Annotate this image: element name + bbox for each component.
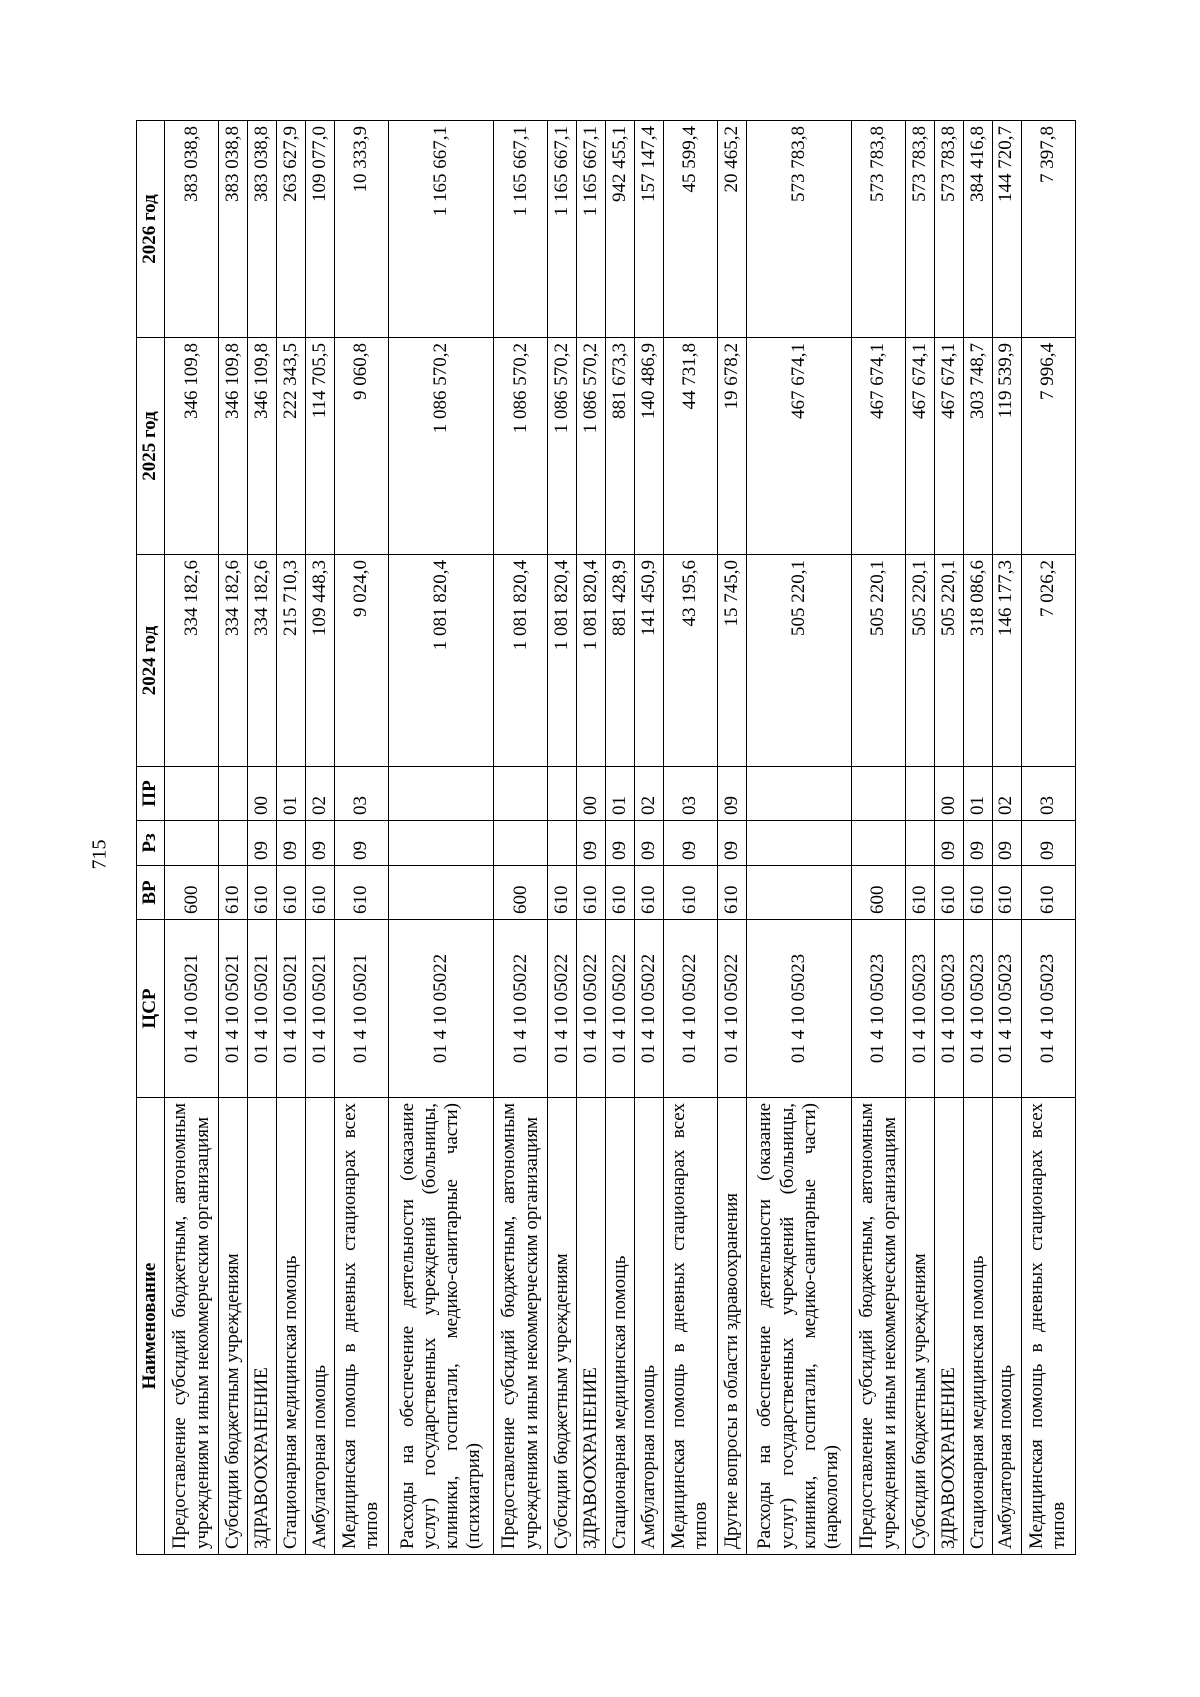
cell-name: ЗДРАВООХРАНЕНИЕ xyxy=(577,1098,606,1555)
cell-y2025: 467 674,1 xyxy=(906,338,935,555)
cell-csr: 01 4 10 05022 xyxy=(663,920,717,1098)
cell-y2026: 10 333,9 xyxy=(334,121,388,338)
cell-name: Предоставление субсидий бюджетным, автономным учреждениям и иным некоммерческим организациям xyxy=(851,1098,905,1555)
cell-y2026: 263 627,9 xyxy=(276,121,305,338)
cell-y2025: 114 705,5 xyxy=(305,338,334,555)
cell-name: Медицинская помощь в дневных стационарах всех типов xyxy=(1021,1098,1075,1555)
cell-name: Стационарная медицинская помощь xyxy=(605,1098,634,1555)
table-row xyxy=(494,121,548,1555)
cell-pr xyxy=(906,767,935,821)
cell-name: Субсидии бюджетным учреждениям xyxy=(219,1098,248,1555)
cell-csr: 01 4 10 05023 xyxy=(963,920,992,1098)
cell-y2025: 1 086 570,2 xyxy=(548,338,577,555)
cell-rz: 09 xyxy=(963,821,992,866)
cell-pr: 00 xyxy=(934,767,963,821)
cell-y2026: 20 465,2 xyxy=(717,121,746,338)
cell-name: Амбулаторная помощь xyxy=(305,1098,334,1555)
cell-y2026: 942 455,1 xyxy=(605,121,634,338)
cell-name: Другие вопросы в области здравоохранения xyxy=(717,1098,746,1555)
cell-pr: 02 xyxy=(992,767,1021,821)
cell-vr: 600 xyxy=(851,866,905,920)
cell-vr: 610 xyxy=(219,866,248,920)
cell-y2026: 383 038,8 xyxy=(219,121,248,338)
cell-pr: 01 xyxy=(276,767,305,821)
cell-csr: 01 4 10 05022 xyxy=(548,920,577,1098)
table-row xyxy=(605,121,634,1555)
budget-table xyxy=(136,120,1076,1555)
table-body xyxy=(165,121,1076,1555)
table-wrapper xyxy=(136,121,1076,1555)
cell-pr xyxy=(851,767,905,821)
cell-y2025: 346 109,8 xyxy=(248,338,277,555)
header-rz: Рз xyxy=(137,821,165,866)
cell-vr: 610 xyxy=(305,866,334,920)
cell-y2025: 1 086 570,2 xyxy=(494,338,548,555)
cell-y2025: 881 673,3 xyxy=(605,338,634,555)
cell-pr: 00 xyxy=(577,767,606,821)
cell-y2026: 1 165 667,1 xyxy=(548,121,577,338)
cell-pr: 02 xyxy=(305,767,334,821)
cell-y2025: 19 678,2 xyxy=(717,338,746,555)
header-name: Наименование xyxy=(137,1098,165,1555)
header-year-2025: 2025 год xyxy=(137,338,165,555)
cell-pr: 02 xyxy=(634,767,663,821)
cell-name: Субсидии бюджетным учреждениям xyxy=(906,1098,935,1555)
cell-y2024: 318 086,6 xyxy=(963,555,992,767)
cell-y2026: 45 599,4 xyxy=(663,121,717,338)
cell-pr: 01 xyxy=(605,767,634,821)
cell-csr: 01 4 10 05022 xyxy=(388,920,493,1098)
cell-rz: 09 xyxy=(605,821,634,866)
cell-pr xyxy=(494,767,548,821)
table-row xyxy=(906,121,935,1555)
cell-y2026: 7 397,8 xyxy=(1021,121,1075,338)
cell-csr: 01 4 10 05023 xyxy=(906,920,935,1098)
cell-vr xyxy=(388,866,493,920)
cell-y2025: 9 060,8 xyxy=(334,338,388,555)
cell-y2024: 109 448,3 xyxy=(305,555,334,767)
cell-pr: 03 xyxy=(663,767,717,821)
header-year-2024: 2024 год xyxy=(137,555,165,767)
page-number: 715 xyxy=(88,839,111,870)
cell-y2024: 505 220,1 xyxy=(934,555,963,767)
cell-rz: 09 xyxy=(634,821,663,866)
cell-name: Предоставление субсидий бюджетным, автономным учреждениям и иным некоммерческим организациям xyxy=(494,1098,548,1555)
cell-csr: 01 4 10 05023 xyxy=(1021,920,1075,1098)
cell-rz xyxy=(388,821,493,866)
table-row xyxy=(165,121,219,1555)
cell-y2026: 1 165 667,1 xyxy=(388,121,493,338)
cell-pr xyxy=(165,767,219,821)
cell-rz xyxy=(746,821,851,866)
cell-y2025: 222 343,5 xyxy=(276,338,305,555)
cell-name: Медицинская помощь в дневных стационарах всех типов xyxy=(663,1098,717,1555)
table-row xyxy=(577,121,606,1555)
cell-csr: 01 4 10 05021 xyxy=(334,920,388,1098)
cell-y2024: 1 081 820,4 xyxy=(388,555,493,767)
cell-csr: 01 4 10 05021 xyxy=(165,920,219,1098)
cell-y2026: 383 038,8 xyxy=(248,121,277,338)
cell-y2024: 881 428,9 xyxy=(605,555,634,767)
cell-vr: 610 xyxy=(992,866,1021,920)
cell-csr: 01 4 10 05021 xyxy=(248,920,277,1098)
cell-csr: 01 4 10 05023 xyxy=(992,920,1021,1098)
cell-y2024: 1 081 820,4 xyxy=(494,555,548,767)
cell-vr: 610 xyxy=(605,866,634,920)
cell-y2026: 157 147,4 xyxy=(634,121,663,338)
cell-name: Амбулаторная помощь xyxy=(634,1098,663,1555)
cell-vr: 610 xyxy=(248,866,277,920)
cell-name: Стационарная медицинская помощь xyxy=(276,1098,305,1555)
cell-y2025: 1 086 570,2 xyxy=(388,338,493,555)
cell-y2024: 505 220,1 xyxy=(906,555,935,767)
cell-rz: 09 xyxy=(992,821,1021,866)
header-year-2026: 2026 год xyxy=(137,121,165,338)
cell-csr: 01 4 10 05022 xyxy=(717,920,746,1098)
cell-vr: 610 xyxy=(717,866,746,920)
cell-name: Субсидии бюджетным учреждениям xyxy=(548,1098,577,1555)
cell-rz: 09 xyxy=(717,821,746,866)
cell-y2025: 1 086 570,2 xyxy=(577,338,606,555)
cell-rz: 09 xyxy=(276,821,305,866)
cell-name: Медицинская помощь в дневных стационарах всех типов xyxy=(334,1098,388,1555)
cell-y2024: 141 450,9 xyxy=(634,555,663,767)
cell-vr: 610 xyxy=(1021,866,1075,920)
cell-rz: 09 xyxy=(934,821,963,866)
cell-pr xyxy=(219,767,248,821)
cell-y2026: 1 165 667,1 xyxy=(577,121,606,338)
cell-y2025: 303 748,7 xyxy=(963,338,992,555)
cell-vr: 610 xyxy=(548,866,577,920)
cell-rz xyxy=(548,821,577,866)
cell-y2024: 1 081 820,4 xyxy=(577,555,606,767)
cell-y2024: 1 081 820,4 xyxy=(548,555,577,767)
cell-csr: 01 4 10 05021 xyxy=(276,920,305,1098)
cell-csr: 01 4 10 05023 xyxy=(746,920,851,1098)
cell-y2025: 467 674,1 xyxy=(934,338,963,555)
cell-vr: 600 xyxy=(165,866,219,920)
cell-csr: 01 4 10 05021 xyxy=(305,920,334,1098)
cell-rz xyxy=(906,821,935,866)
table-row xyxy=(634,121,663,1555)
cell-rz xyxy=(165,821,219,866)
cell-y2026: 144 720,7 xyxy=(992,121,1021,338)
table-row xyxy=(992,121,1021,1555)
cell-y2024: 505 220,1 xyxy=(851,555,905,767)
cell-vr: 610 xyxy=(276,866,305,920)
cell-pr xyxy=(548,767,577,821)
cell-csr: 01 4 10 05022 xyxy=(605,920,634,1098)
cell-y2024: 334 182,6 xyxy=(219,555,248,767)
rotated-table-area xyxy=(136,121,1200,1549)
table-row xyxy=(963,121,992,1555)
cell-name: Расходы на обеспечение деятельности (оказание услуг) государственных учреждений (больницы, клиники, госпитали, медико-санитарные части) (наркология) xyxy=(746,1098,851,1555)
header-vr: ВР xyxy=(137,866,165,920)
cell-csr: 01 4 10 05022 xyxy=(577,920,606,1098)
cell-y2026: 573 783,8 xyxy=(934,121,963,338)
cell-y2025: 140 486,9 xyxy=(634,338,663,555)
table-row xyxy=(388,121,493,1555)
cell-y2024: 9 024,0 xyxy=(334,555,388,767)
cell-y2024: 7 026,2 xyxy=(1021,555,1075,767)
cell-rz: 09 xyxy=(248,821,277,866)
cell-y2026: 109 077,0 xyxy=(305,121,334,338)
cell-csr: 01 4 10 05023 xyxy=(934,920,963,1098)
header-csr: ЦСР xyxy=(137,920,165,1098)
table-row xyxy=(248,121,277,1555)
cell-rz: 09 xyxy=(1021,821,1075,866)
cell-y2026: 573 783,8 xyxy=(746,121,851,338)
cell-csr: 01 4 10 05021 xyxy=(219,920,248,1098)
cell-name: Стационарная медицинская помощь xyxy=(963,1098,992,1555)
cell-y2024: 334 182,6 xyxy=(248,555,277,767)
table-row xyxy=(548,121,577,1555)
cell-pr xyxy=(388,767,493,821)
table-row xyxy=(305,121,334,1555)
cell-vr: 610 xyxy=(577,866,606,920)
cell-y2024: 146 177,3 xyxy=(992,555,1021,767)
cell-rz xyxy=(494,821,548,866)
cell-csr: 01 4 10 05022 xyxy=(494,920,548,1098)
table-row xyxy=(219,121,248,1555)
table-row xyxy=(1021,121,1075,1555)
cell-y2025: 44 731,8 xyxy=(663,338,717,555)
cell-vr: 610 xyxy=(663,866,717,920)
cell-name: Расходы на обеспечение деятельности (оказание услуг) государственных учреждений (больницы, клиники, госпитали, медико-санитарные части) (психиатрия) xyxy=(388,1098,493,1555)
table-row xyxy=(663,121,717,1555)
table-row xyxy=(934,121,963,1555)
cell-pr: 09 xyxy=(717,767,746,821)
cell-csr: 01 4 10 05022 xyxy=(634,920,663,1098)
cell-y2024: 334 182,6 xyxy=(165,555,219,767)
cell-vr: 610 xyxy=(334,866,388,920)
cell-y2025: 467 674,1 xyxy=(851,338,905,555)
cell-rz: 09 xyxy=(334,821,388,866)
cell-vr: 600 xyxy=(494,866,548,920)
table-header-row xyxy=(137,121,165,1555)
cell-vr: 610 xyxy=(934,866,963,920)
cell-y2026: 383 038,8 xyxy=(165,121,219,338)
cell-pr: 01 xyxy=(963,767,992,821)
cell-pr: 03 xyxy=(1021,767,1075,821)
cell-y2026: 1 165 667,1 xyxy=(494,121,548,338)
cell-pr: 03 xyxy=(334,767,388,821)
table-row xyxy=(746,121,851,1555)
cell-y2024: 215 710,3 xyxy=(276,555,305,767)
table-row xyxy=(851,121,905,1555)
cell-rz: 09 xyxy=(577,821,606,866)
cell-vr xyxy=(746,866,851,920)
cell-y2024: 505 220,1 xyxy=(746,555,851,767)
cell-vr: 610 xyxy=(906,866,935,920)
cell-y2025: 119 539,9 xyxy=(992,338,1021,555)
cell-name: ЗДРАВООХРАНЕНИЕ xyxy=(248,1098,277,1555)
cell-rz: 09 xyxy=(305,821,334,866)
cell-y2024: 15 745,0 xyxy=(717,555,746,767)
cell-rz xyxy=(851,821,905,866)
cell-rz: 09 xyxy=(663,821,717,866)
cell-name: ЗДРАВООХРАНЕНИЕ xyxy=(934,1098,963,1555)
cell-y2025: 346 109,8 xyxy=(165,338,219,555)
cell-y2025: 467 674,1 xyxy=(746,338,851,555)
cell-name: Предоставление субсидий бюджетным, автономным учреждениям и иным некоммерческим организациям xyxy=(165,1098,219,1555)
cell-name: Амбулаторная помощь xyxy=(992,1098,1021,1555)
cell-vr: 610 xyxy=(634,866,663,920)
cell-y2026: 573 783,8 xyxy=(851,121,905,338)
cell-y2026: 384 416,8 xyxy=(963,121,992,338)
cell-pr xyxy=(746,767,851,821)
cell-csr: 01 4 10 05023 xyxy=(851,920,905,1098)
cell-y2025: 346 109,8 xyxy=(219,338,248,555)
cell-vr: 610 xyxy=(963,866,992,920)
header-pr: ПР xyxy=(137,767,165,821)
cell-rz xyxy=(219,821,248,866)
cell-y2024: 43 195,6 xyxy=(663,555,717,767)
table-row xyxy=(276,121,305,1555)
cell-y2026: 573 783,8 xyxy=(906,121,935,338)
cell-pr: 00 xyxy=(248,767,277,821)
table-row xyxy=(334,121,388,1555)
cell-y2025: 7 996,4 xyxy=(1021,338,1075,555)
table-row xyxy=(717,121,746,1555)
